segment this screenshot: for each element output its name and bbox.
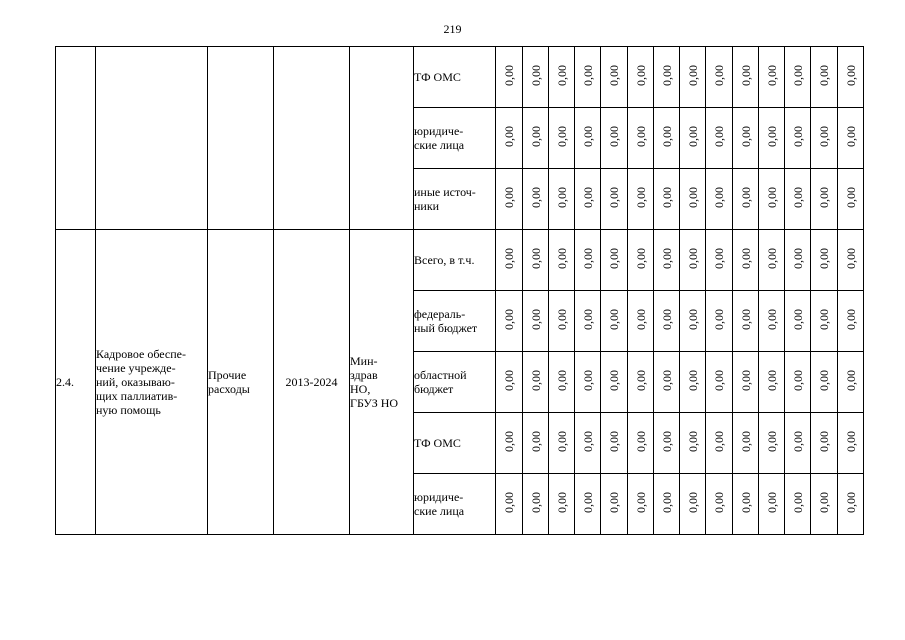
value-text: 0,00 — [633, 248, 648, 269]
value-text: 0,00 — [633, 65, 648, 86]
value-text: 0,00 — [817, 492, 831, 513]
value-cell — [496, 47, 523, 108]
value-cell — [496, 108, 523, 169]
value-text: 0,00 — [554, 370, 569, 391]
value-text: 0,00 — [528, 126, 543, 147]
value-cell — [549, 352, 575, 413]
item-name-cell — [96, 230, 208, 535]
value-cell — [785, 169, 811, 230]
value-text: 0,00 — [685, 370, 700, 391]
value-cell — [706, 108, 733, 169]
executor-cell — [350, 230, 414, 535]
value-text: 0,00 — [659, 65, 674, 86]
value-cell — [733, 169, 759, 230]
value-cell — [601, 291, 628, 352]
value-cell — [733, 108, 759, 169]
page-number: 219 — [443, 22, 462, 36]
value-text: 0,00 — [554, 431, 569, 452]
value-text: 0,00 — [659, 248, 674, 269]
period-cell — [274, 230, 350, 535]
value-text: 0,00 — [528, 309, 543, 330]
empty-name-cell — [96, 47, 208, 230]
value-text: 0,00 — [659, 309, 674, 330]
value-cell — [785, 291, 811, 352]
budget-table — [55, 46, 864, 535]
value-text: 0,00 — [712, 370, 726, 391]
value-text: 0,00 — [738, 65, 753, 86]
value-text: 0,00 — [554, 126, 569, 147]
value-text: 0,00 — [580, 248, 595, 269]
value-cell — [680, 47, 706, 108]
funding-source-cell-text: иные источ- ники — [414, 185, 476, 213]
value-cell — [785, 352, 811, 413]
value-text: 0,00 — [817, 370, 831, 391]
value-text: 0,00 — [843, 187, 858, 208]
value-cell — [785, 47, 811, 108]
value-text: 0,00 — [738, 309, 753, 330]
value-cell — [680, 230, 706, 291]
value-text: 0,00 — [580, 431, 595, 452]
value-text: 0,00 — [790, 492, 805, 513]
value-cell — [601, 474, 628, 535]
expense-type-cell — [208, 230, 274, 535]
value-text: 0,00 — [790, 65, 805, 86]
value-cell — [575, 108, 601, 169]
value-text: 0,00 — [764, 187, 779, 208]
value-text: 0,00 — [843, 309, 858, 330]
value-cell — [706, 47, 733, 108]
value-text: 0,00 — [764, 431, 779, 452]
value-text: 0,00 — [790, 248, 805, 269]
value-cell — [523, 291, 549, 352]
value-cell — [811, 291, 838, 352]
value-text: 0,00 — [554, 248, 569, 269]
value-text: 0,00 — [738, 248, 753, 269]
funding-source-cell — [414, 291, 496, 352]
value-text: 0,00 — [817, 187, 831, 208]
value-text: 0,00 — [580, 187, 595, 208]
value-cell — [575, 230, 601, 291]
value-cell — [706, 169, 733, 230]
funding-source-cell — [414, 169, 496, 230]
value-text: 0,00 — [817, 309, 831, 330]
value-text: 0,00 — [554, 492, 569, 513]
value-text: 0,00 — [685, 187, 700, 208]
value-cell — [838, 474, 864, 535]
value-cell — [811, 169, 838, 230]
value-text: 0,00 — [528, 65, 543, 86]
value-cell — [785, 413, 811, 474]
value-cell — [549, 413, 575, 474]
value-text: 0,00 — [764, 248, 779, 269]
value-text: 0,00 — [528, 431, 543, 452]
value-text: 0,00 — [764, 65, 779, 86]
value-text: 0,00 — [685, 65, 700, 86]
value-cell — [628, 413, 654, 474]
value-text: 0,00 — [607, 492, 621, 513]
value-cell — [496, 230, 523, 291]
value-text: 0,00 — [528, 187, 543, 208]
value-text: 0,00 — [685, 309, 700, 330]
value-text: 0,00 — [843, 248, 858, 269]
value-text: 0,00 — [607, 248, 621, 269]
item-number-cell-text: 2.4. — [56, 375, 74, 389]
value-cell — [575, 291, 601, 352]
value-cell — [838, 230, 864, 291]
value-text: 0,00 — [659, 370, 674, 391]
value-cell — [654, 230, 680, 291]
value-cell — [680, 413, 706, 474]
value-text: 0,00 — [659, 187, 674, 208]
value-text: 0,00 — [580, 492, 595, 513]
value-cell — [654, 47, 680, 108]
value-cell — [680, 108, 706, 169]
value-cell — [628, 169, 654, 230]
value-text: 0,00 — [843, 65, 858, 86]
value-text: 0,00 — [633, 370, 648, 391]
value-text: 0,00 — [502, 126, 516, 147]
value-text: 0,00 — [528, 370, 543, 391]
value-text: 0,00 — [817, 431, 831, 452]
value-cell — [628, 108, 654, 169]
value-cell — [549, 474, 575, 535]
value-cell — [733, 474, 759, 535]
value-cell — [785, 108, 811, 169]
value-cell — [523, 108, 549, 169]
value-cell — [549, 108, 575, 169]
value-text: 0,00 — [790, 309, 805, 330]
value-text: 0,00 — [554, 187, 569, 208]
value-cell — [575, 413, 601, 474]
value-cell — [654, 474, 680, 535]
funding-source-cell-text: юридиче- ские лица — [414, 490, 465, 518]
value-text: 0,00 — [843, 431, 858, 452]
value-text: 0,00 — [580, 309, 595, 330]
value-text: 0,00 — [790, 370, 805, 391]
value-cell — [549, 291, 575, 352]
funding-source-cell-text: юридиче- ские лица — [414, 124, 465, 152]
value-text: 0,00 — [502, 309, 516, 330]
value-cell — [496, 291, 523, 352]
value-text: 0,00 — [502, 248, 516, 269]
value-cell — [838, 169, 864, 230]
value-text: 0,00 — [712, 65, 726, 86]
value-text: 0,00 — [790, 126, 805, 147]
funding-source-cell-text: ТФ ОМС — [414, 436, 461, 450]
value-text: 0,00 — [817, 65, 831, 86]
value-text: 0,00 — [633, 126, 648, 147]
funding-source-cell — [414, 47, 496, 108]
value-cell — [654, 169, 680, 230]
funding-source-cell — [414, 474, 496, 535]
value-cell — [680, 169, 706, 230]
value-cell — [680, 474, 706, 535]
value-text: 0,00 — [659, 126, 674, 147]
value-cell — [496, 352, 523, 413]
value-text: 0,00 — [843, 126, 858, 147]
value-text: 0,00 — [738, 370, 753, 391]
value-cell — [654, 413, 680, 474]
value-cell — [601, 413, 628, 474]
period-cell-text: 2013-2024 — [285, 375, 338, 389]
value-cell — [628, 47, 654, 108]
value-text: 0,00 — [554, 309, 569, 330]
value-text: 0,00 — [685, 492, 700, 513]
value-cell — [628, 352, 654, 413]
value-text: 0,00 — [580, 65, 595, 86]
value-cell — [838, 108, 864, 169]
value-text: 0,00 — [633, 187, 648, 208]
value-text: 0,00 — [764, 492, 779, 513]
value-cell — [733, 47, 759, 108]
value-cell — [575, 474, 601, 535]
value-cell — [601, 230, 628, 291]
item-number-cell — [56, 230, 96, 535]
value-cell — [706, 230, 733, 291]
value-text: 0,00 — [502, 370, 516, 391]
value-cell — [759, 47, 785, 108]
empty-period-cell — [274, 47, 350, 230]
value-text: 0,00 — [685, 248, 700, 269]
value-text: 0,00 — [843, 370, 858, 391]
value-text: 0,00 — [659, 492, 674, 513]
value-cell — [838, 47, 864, 108]
funding-source-cell — [414, 230, 496, 291]
value-text: 0,00 — [712, 309, 726, 330]
value-text: 0,00 — [738, 126, 753, 147]
table-row — [56, 230, 864, 291]
value-cell — [811, 108, 838, 169]
value-cell — [628, 230, 654, 291]
value-text: 0,00 — [502, 431, 516, 452]
empty-number-cell — [56, 47, 96, 230]
value-text: 0,00 — [817, 248, 831, 269]
value-cell — [838, 352, 864, 413]
value-cell — [523, 230, 549, 291]
value-cell — [523, 169, 549, 230]
table-row — [56, 47, 864, 108]
value-text: 0,00 — [528, 492, 543, 513]
value-text: 0,00 — [712, 248, 726, 269]
value-text: 0,00 — [607, 187, 621, 208]
funding-source-cell — [414, 352, 496, 413]
value-text: 0,00 — [528, 248, 543, 269]
value-cell — [759, 352, 785, 413]
value-cell — [523, 47, 549, 108]
value-cell — [523, 474, 549, 535]
value-text: 0,00 — [659, 431, 674, 452]
value-cell — [811, 47, 838, 108]
value-cell — [759, 230, 785, 291]
value-text: 0,00 — [817, 126, 831, 147]
value-text: 0,00 — [633, 309, 648, 330]
value-cell — [759, 169, 785, 230]
funding-source-cell-text: Всего, в т.ч. — [414, 253, 475, 267]
value-cell — [601, 47, 628, 108]
value-cell — [733, 230, 759, 291]
value-cell — [496, 413, 523, 474]
value-cell — [601, 169, 628, 230]
funding-source-cell-text: ТФ ОМС — [414, 70, 461, 84]
value-text: 0,00 — [607, 309, 621, 330]
value-cell — [628, 291, 654, 352]
value-cell — [811, 352, 838, 413]
value-cell — [706, 291, 733, 352]
value-cell — [680, 291, 706, 352]
value-cell — [759, 291, 785, 352]
value-cell — [601, 108, 628, 169]
value-text: 0,00 — [580, 126, 595, 147]
value-text: 0,00 — [790, 431, 805, 452]
value-text: 0,00 — [738, 492, 753, 513]
value-cell — [759, 413, 785, 474]
value-text: 0,00 — [685, 431, 700, 452]
executor-cell-text: Мин- здрав НО, ГБУЗ НО — [350, 354, 399, 410]
value-cell — [549, 47, 575, 108]
value-cell — [654, 108, 680, 169]
value-cell — [838, 291, 864, 352]
value-cell — [759, 474, 785, 535]
value-cell — [706, 474, 733, 535]
value-text: 0,00 — [633, 492, 648, 513]
value-text: 0,00 — [580, 370, 595, 391]
value-cell — [523, 413, 549, 474]
value-text: 0,00 — [764, 309, 779, 330]
value-text: 0,00 — [554, 65, 569, 86]
funding-source-cell — [414, 413, 496, 474]
value-text: 0,00 — [764, 370, 779, 391]
value-cell — [811, 413, 838, 474]
value-text: 0,00 — [790, 187, 805, 208]
value-text: 0,00 — [607, 431, 621, 452]
value-cell — [785, 474, 811, 535]
value-text: 0,00 — [712, 187, 726, 208]
value-cell — [811, 230, 838, 291]
value-cell — [733, 352, 759, 413]
value-cell — [601, 352, 628, 413]
value-text: 0,00 — [502, 492, 516, 513]
value-text: 0,00 — [738, 431, 753, 452]
value-cell — [811, 474, 838, 535]
value-cell — [575, 352, 601, 413]
funding-source-cell — [414, 108, 496, 169]
value-cell — [523, 352, 549, 413]
empty-executor-cell — [350, 47, 414, 230]
empty-type-cell — [208, 47, 274, 230]
value-cell — [575, 47, 601, 108]
value-text: 0,00 — [502, 187, 516, 208]
value-text: 0,00 — [712, 492, 726, 513]
value-cell — [628, 474, 654, 535]
value-cell — [706, 352, 733, 413]
value-cell — [706, 413, 733, 474]
value-text: 0,00 — [607, 370, 621, 391]
value-cell — [733, 413, 759, 474]
value-text: 0,00 — [712, 126, 726, 147]
table-body — [56, 47, 864, 535]
value-cell — [575, 169, 601, 230]
funding-source-cell-text: областной бюджет — [414, 368, 467, 396]
value-cell — [654, 352, 680, 413]
value-text: 0,00 — [607, 126, 621, 147]
value-cell — [549, 169, 575, 230]
value-cell — [733, 291, 759, 352]
value-cell — [496, 474, 523, 535]
value-cell — [680, 352, 706, 413]
funding-source-cell-text: федераль- ный бюджет — [414, 307, 478, 335]
value-cell — [496, 169, 523, 230]
value-text: 0,00 — [607, 65, 621, 86]
item-name-cell-text: Кадровое обеспе- чение учрежде- ний, оказываю- щих паллиатив- ную помощь — [96, 347, 186, 417]
value-text: 0,00 — [685, 126, 700, 147]
expense-type-cell-text: Прочие расходы — [208, 368, 250, 396]
value-cell — [549, 230, 575, 291]
value-cell — [785, 230, 811, 291]
value-text: 0,00 — [712, 431, 726, 452]
value-cell — [759, 108, 785, 169]
value-text: 0,00 — [502, 65, 516, 86]
value-text: 0,00 — [764, 126, 779, 147]
value-text: 0,00 — [633, 431, 648, 452]
value-text: 0,00 — [738, 187, 753, 208]
value-cell — [838, 413, 864, 474]
value-text: 0,00 — [843, 492, 858, 513]
value-cell — [654, 291, 680, 352]
